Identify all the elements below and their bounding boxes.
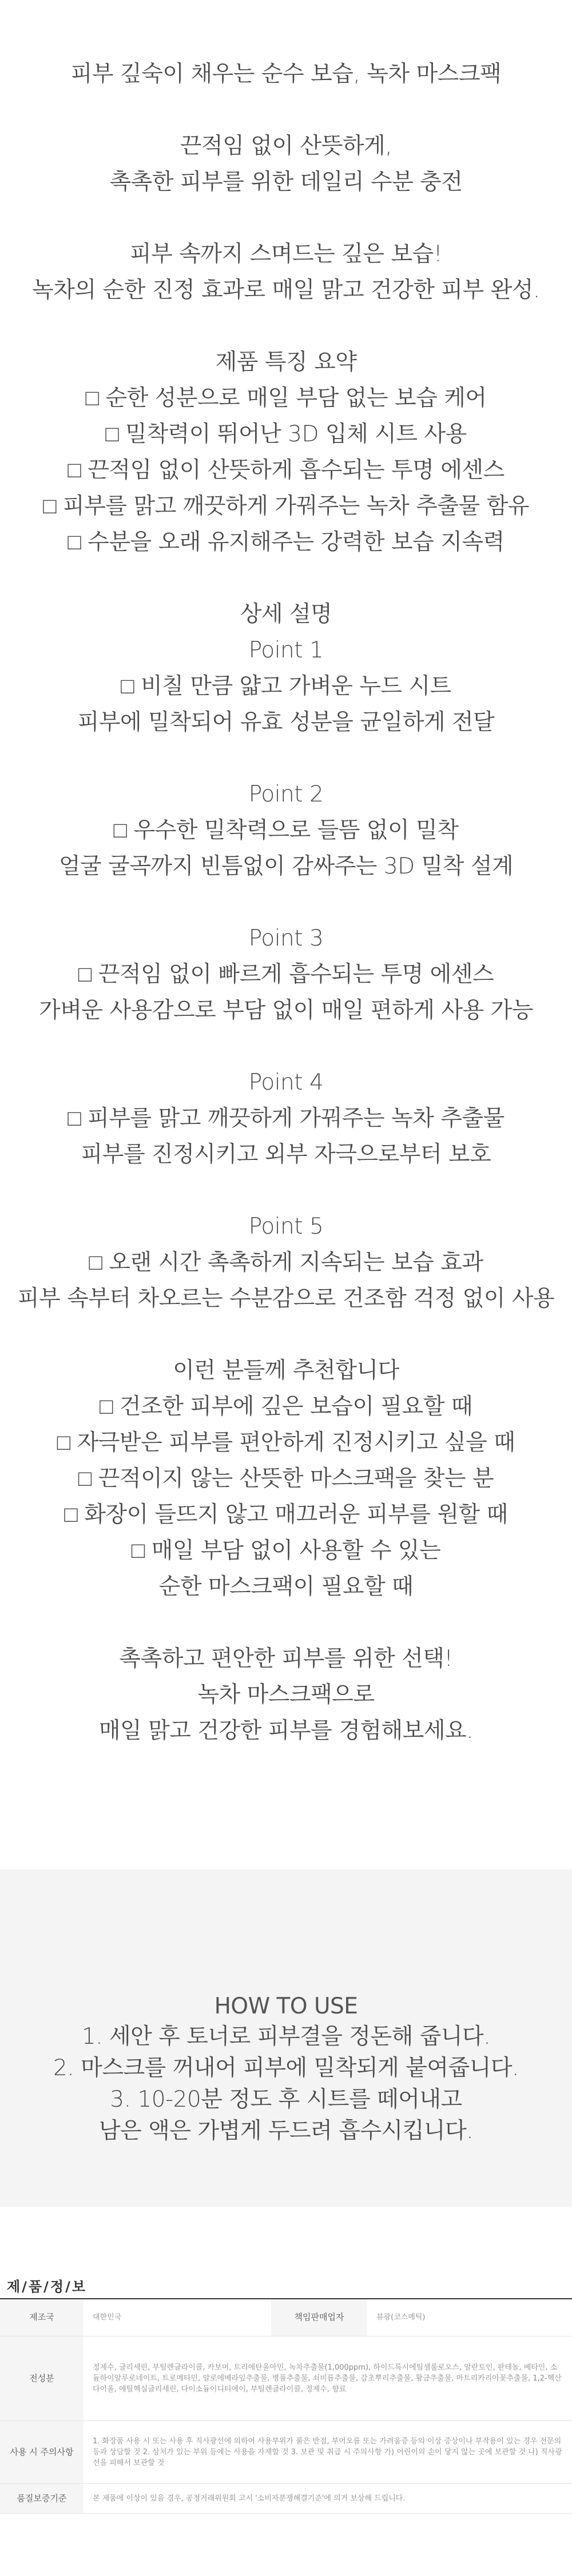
how-to-use-title: HOW TO USE (214, 1993, 358, 2019)
features-title: 제품 특징 요약 (215, 349, 357, 375)
ingredients-label: 전성분 (0, 2336, 84, 2421)
recommend-item: □ 건조한 피부에 깊은 보습이 필요할 때 (99, 1394, 473, 1419)
point-line: 가벼운 사용감으로 부담 없이 매일 편하게 사용 가능 (39, 998, 533, 1023)
feature-item: □ 수분을 오래 유지해주는 강력한 보습 지속력 (67, 529, 505, 555)
recommend-item: 순한 마스크팩이 필요할 때 (158, 1574, 414, 1600)
caution-label: 사용 시 주의사항 (0, 2421, 84, 2483)
product-info-table (0, 2299, 572, 2514)
product-info-section (0, 2207, 572, 2521)
table-row (0, 2421, 572, 2483)
point-3-block (0, 920, 572, 1028)
closing-block (0, 1641, 572, 1749)
desc-line: 녹차의 순한 진정 효과로 매일 맑고 건강한 피부 완성. (32, 277, 540, 303)
feature-item: □ 밀착력이 뛰어난 3D 입체 시트 사용 (105, 421, 467, 447)
seller-label: 책임판매업자 (271, 2299, 367, 2336)
feature-item: □ 순한 성분으로 매일 부담 없는 보습 케어 (85, 385, 487, 411)
desc-line: 피부 속까지 스며드는 깊은 보습! (130, 241, 442, 267)
point-line: □ 오랜 시간 촉촉하게 지속되는 보습 효과 (89, 1250, 483, 1275)
feature-item: □ 피부를 맑고 깨끗하게 가꿔주는 녹차 추출물 함유 (43, 493, 529, 519)
point-2-block (0, 776, 572, 884)
how-to-use-section (0, 1869, 572, 2207)
headline: 피부 깊숙이 채우는 순수 보습, 녹차 마스크팩 (70, 61, 502, 87)
how-to-step: 1. 세안 후 토너로 피부결을 정돈해 줍니다. (81, 2024, 491, 2049)
point-label: Point 5 (248, 1214, 324, 1239)
point-5-block (0, 1209, 572, 1317)
point-line: □ 비칠 만큼 얇고 가벼운 누드 시트 (121, 673, 451, 699)
intro-headline-block (0, 56, 572, 92)
table-row (0, 2483, 572, 2513)
warranty-value: 본 제품에 이상이 있을 경우, 공정거래위원회 고시 '소비자분쟁해결기준'에 의거 보상해 드립니다. (84, 2483, 572, 2513)
table-row (0, 2336, 572, 2421)
recommend-item: □ 자극받은 피부를 편안하게 진정시키고 싶을 때 (57, 1430, 515, 1456)
how-to-step: 3. 10-20분 정도 후 시트를 떼어내고 (110, 2087, 462, 2112)
point-line: 피부를 진정시키고 외부 자극으로부터 보호 (81, 1142, 491, 1167)
point-line: □ 우수한 밀착력으로 들뜸 없이 밀착 (113, 818, 459, 843)
point-label: Point 2 (248, 781, 324, 807)
point-label: Point 1 (248, 637, 324, 663)
warranty-label: 품질보증기준 (0, 2483, 84, 2513)
ingredients-value: 정제수, 글리세린, 부틸렌글라이콜, 카보머, 트리에탄올아민, 녹차추출물(1,000ppm), 하이드록시에틸셀룰로오스, 알란토인, 판테놀, 베타인, 소듐하이알루로네이트, 트로메타민, 알로에베라잎추출물, 병풀추출물, 쇠비름추출물, 감초뿌리추출물, 황금추출물, 마트리카리아꽃추출물, 1,2-헥산다이올, 에틸헥실글리세린, 다이소듐이디티에이, 부틸렌글라이콜, 정제수, 향료 (84, 2336, 572, 2421)
sub-line: 촉촉한 피부를 위한 데일리 수분 충전 (109, 169, 463, 195)
recommend-item: □ 끈적이지 않는 산뜻한 마스크팩을 찾는 분 (78, 1466, 494, 1492)
seller-value: 뷰광(코스메틱) (367, 2299, 572, 2336)
intro-desc-block (0, 236, 572, 308)
closing-line: 촉촉하고 편안한 피부를 위한 선택! (119, 1646, 453, 1672)
closing-line: 녹차 마스크팩으로 (197, 1682, 375, 1708)
how-to-step: 남은 액은 가볍게 두드려 흡수시킵니다. (98, 2118, 474, 2144)
point-line: 피부 속부터 차오르는 수분감으로 건조함 걱정 없이 사용 (17, 1286, 555, 1311)
details-block (0, 596, 572, 740)
sub-line: 끈적임 없이 산뜻하게, (180, 133, 392, 159)
point-label: Point 3 (248, 926, 324, 951)
closing-line: 매일 맑고 건강한 피부를 경험해보세요. (98, 1718, 474, 1744)
point-line: 피부에 밀착되어 유효 성분을 균일하게 전달 (77, 709, 495, 735)
point-line: □ 끈적임 없이 빠르게 흡수되는 투명 에센스 (78, 962, 494, 987)
table-row (0, 2299, 572, 2336)
feature-item: □ 끈적임 없이 산뜻하게 흡수되는 투명 에센스 (67, 457, 505, 483)
recommend-title: 이런 분들께 추천합니다 (173, 1358, 399, 1383)
recommend-item: □ 매일 부담 없이 사용할 수 있는 (131, 1538, 441, 1564)
origin-label: 제조국 (0, 2299, 84, 2336)
how-to-step: 2. 마스크를 꺼내어 피부에 밀착되게 붙여줍니다. (53, 2055, 519, 2081)
features-block (0, 344, 572, 560)
origin-value: 대한민국 (84, 2299, 271, 2336)
recommend-item: □ 화장이 들뜨지 않고 매끄러운 피부를 원할 때 (64, 1502, 508, 1528)
point-line: 얼굴 굴곡까지 빈틈없이 감싸주는 3D 밀착 설계 (58, 854, 514, 879)
point-4-block (0, 1064, 572, 1173)
intro-sub-block (0, 128, 572, 200)
details-title: 상세 설명 (240, 601, 332, 627)
product-info-title: 제/품/정/보 (0, 2275, 572, 2299)
point-line: □ 피부를 맑고 깨끗하게 가꿔주는 녹차 추출물 (67, 1106, 505, 1131)
recommend-block (0, 1353, 572, 1605)
caution-value: 1. 화장품 사용 시 또는 사용 후 직사광선에 의하여 사용부위가 붉은 반점, 부어오름 또는 가려움증 등의 이상 증상이나 부작용이 있는 경우 전문의 등과 상담할 것 2. 상처가 있는 부위 등에는 사용을 자제할 것 3. 보관 및 취급 시 주의사항 가) 어린이의 손이 닿지 않는 곳에 보관할 것 나) 직사광선을 피해서 보관할 것 (84, 2421, 572, 2483)
point-label: Point 4 (248, 1070, 324, 1095)
